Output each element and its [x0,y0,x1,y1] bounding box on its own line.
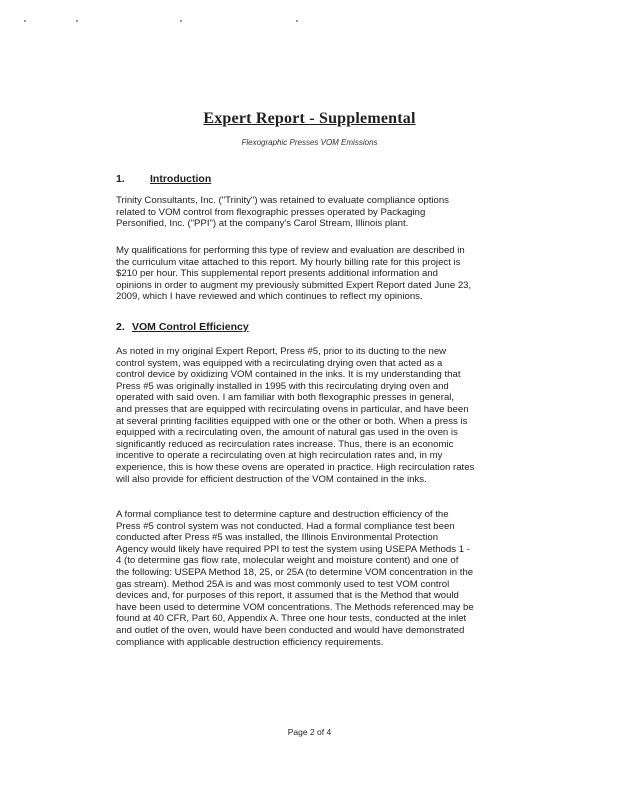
text-line: compliance with applicable destruction efficiency requirements. [116,636,384,648]
text-line: have been used to determine VOM concentrations. The Methods referenced may be [116,601,474,613]
text-line: My qualifications for performing this type of review and evaluation are described in [116,245,465,256]
text-line: will also provide for efficient destruction of the VOM contained in the inks. [116,473,427,485]
text-line: Press #5 control system was not conducted. Had a formal compliance test been [116,520,455,532]
page-title: Expert Report - Supplemental [203,110,416,127]
text-line: 4 (to determine gas flow rate, molecular weight and moisture content) and one of [116,555,459,567]
text-line: Trinity Consultants, Inc. ("Trinity") was retained to evaluate compliance options [116,195,449,206]
text-line: A formal compliance test to determine capture and destruction efficiency of the [116,509,449,520]
paragraph [116,245,516,303]
section-1-heading [116,173,211,185]
text-line: devices and, for purposes of this report, it assumed that is the Method that would [116,590,459,602]
text-line: experience, this is how these ovens are operated in practice. High recirculation rates [116,461,475,473]
text-line: Personified, Inc. ("PPI") at the company's Carol Stream, Illinois plant. [116,218,409,230]
text-line: operated with said oven. I am familiar with both flexographic presses in general, [116,392,455,404]
text-line: gas stream). Method 25A is and was most commonly used to test VOM control [116,578,450,590]
text-line: equipped with a recirculating oven, the amount of natural gas used in the oven is [116,427,458,439]
text-line: incentive to operate a recirculating oven at high recirculation rates and, in my [116,450,443,462]
paragraph [116,195,516,230]
text-line: 2009, which I have reviewed and which continues to reflect my opinions. [116,291,423,303]
text-line: control device by oxidizing VOM contained in the inks. It is my understanding that [116,369,461,381]
section-number: 1. [116,173,125,185]
text-line: As noted in my original Expert Report, Press #5, prior to its ducting to the new [116,346,447,357]
paragraph [116,509,516,648]
section-2-heading [116,321,249,333]
page-subtitle: Flexographic Presses VOM Emissions [241,138,378,147]
section-number: 2. [116,321,125,333]
text-line: at several printing facilities equipped with one or the other or both. When a press is [116,415,468,427]
page-number-footer: Page 2 of 4 [287,727,332,737]
text-line: conducted after Press #5 was installed, the Illinois Environmental Protection [116,532,439,544]
text-line: $210 per hour. This supplemental report presents additional information and [116,268,438,280]
text-line: and presses that are equipped with recirculating ovens in particular, and have been [116,403,469,415]
text-line: the following: USEPA Method 18, 25, or 25A (to determine VOM concentration in the [116,566,474,578]
text-line: control system, was equipped with a recirculating drying oven that acted as a [116,357,443,369]
text-line: opinions in order to augment my previously submitted Expert Report dated June 23, [116,279,472,291]
text-line: related to VOM control from flexographic presses operated by Packaging [116,206,426,218]
text-line: found at 40 CFR, Part 60, Appendix A. Three one hour tests, conducted at the inlet [116,613,467,625]
section-title: Introduction [150,173,212,185]
text-line: Agency would likely have required PPI to test the system using USEPA Methods 1 - [116,543,470,555]
paragraph [116,346,516,485]
text-line: Press #5 was originally installed in 1995 with this recirculating drying oven and [116,380,449,392]
text-line: the curriculum vitae attached to this report. My hourly billing rate for this project is [116,256,461,268]
text-line: significantly reduced as recirculation rates increase. Thus, there is an economic [116,438,454,450]
section-title: VOM Control Efficiency [132,321,249,333]
text-line: and outlet of the oven, would have been conducted and would have demonstrated [116,624,465,636]
